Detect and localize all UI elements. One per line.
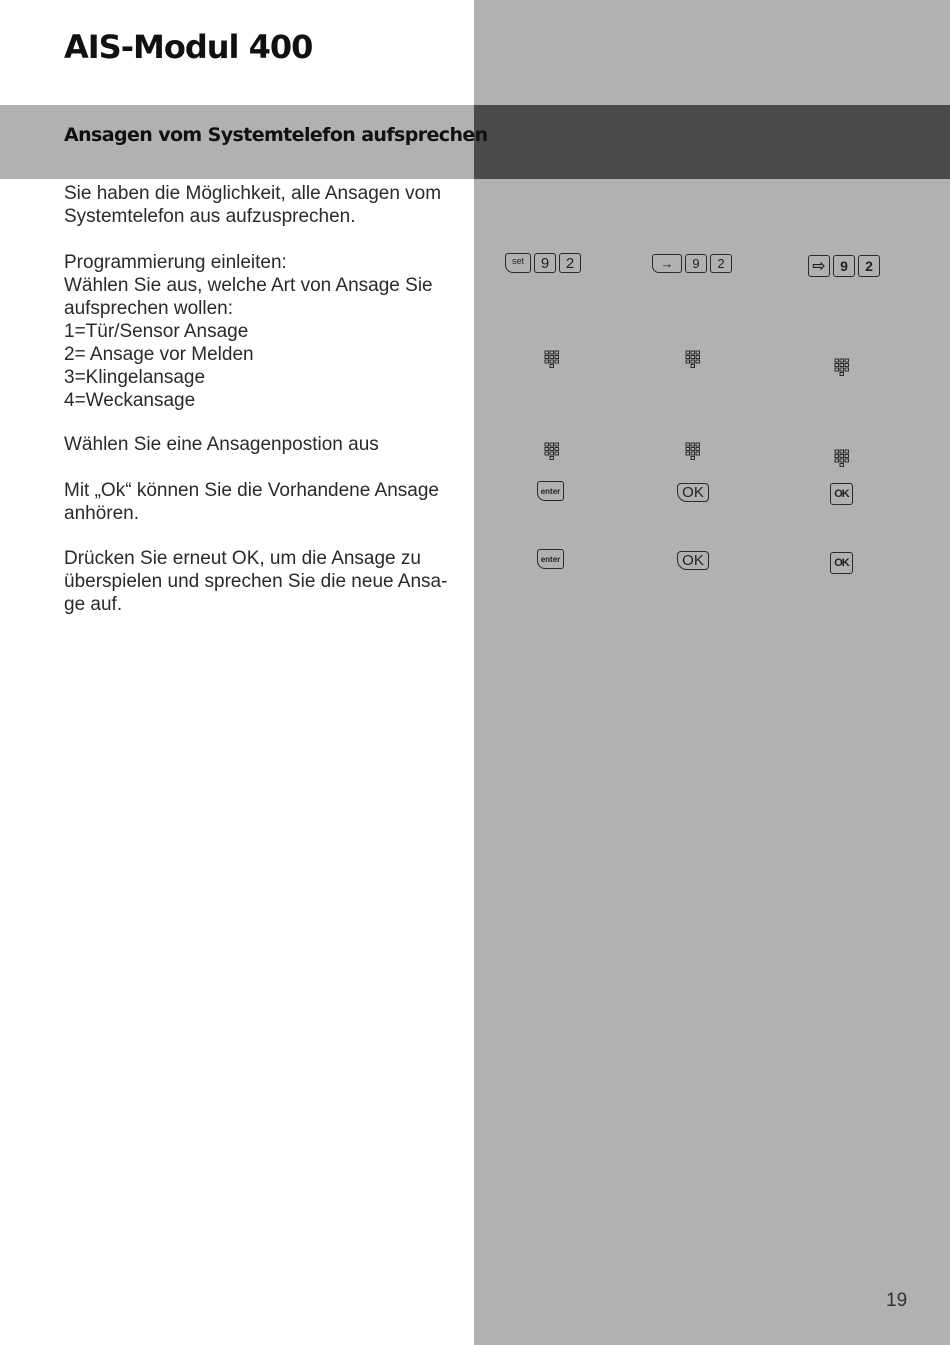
ok-key-icon: OK [677,551,709,570]
digit-2-key-icon: 2 [858,255,880,277]
key-sequence-set-9-2 [505,253,581,273]
section-heading: Ansagen vom Systemtelefon aufsprechen [64,124,488,146]
keypad-icon [544,350,560,372]
keypad-icon [834,449,850,471]
text-line: Mit „Ok“ können Sie die Vorhandene Ansage [64,480,439,501]
text-line: 2= Ansage vor Melden [64,344,254,365]
programming-paragraph [64,251,474,412]
enter-key-record [537,549,564,569]
text-line: Systemtelefon aus aufzusprechen. [64,206,356,227]
ok-bold-key-listen [830,483,853,505]
diamond-arrow-key-icon: ⇨ [808,255,830,277]
text-line: ge auf. [64,594,123,615]
ok-key-icon: OK [830,552,853,574]
text-line: 1=Tür/Sensor Ansage [64,321,249,342]
text-line: Wählen Sie eine Ansagenpostion aus [64,434,379,455]
digit-2-key-icon: 2 [559,253,581,273]
intro-paragraph [64,182,474,228]
page-title: AIS-Modul 400 [64,28,313,66]
ok-key-record [677,551,709,570]
text-line: 3=Klingelansage [64,367,206,388]
record-paragraph [64,547,474,616]
enter-key-listen [537,481,564,501]
enter-key-icon: enter [537,481,564,501]
key-sequence-arrow-9-2 [652,254,732,273]
text-line: überspielen und sprechen Sie die neue Ansa- [64,571,448,592]
keypad-icon [685,442,701,464]
text-line: Wählen Sie aus, welche Art von Ansage Sie [64,275,433,296]
keypad-icon [685,350,701,372]
keypad-icon [544,442,560,464]
text-line: anhören. [64,503,140,524]
text-line: Sie haben die Möglichkeit, alle Ansagen vom [64,183,442,204]
digit-9-key-icon: 9 [685,254,707,273]
ok-key-icon: OK [677,483,709,502]
section-band-right [474,105,950,179]
position-paragraph [64,433,474,456]
text-line: aufsprechen wollen: [64,298,233,319]
text-line: Programmierung einleiten: [64,252,287,273]
page-number: 19 [886,1290,908,1311]
digit-9-key-icon: 9 [833,255,855,277]
digit-2-key-icon: 2 [710,254,732,273]
ok-bold-key-record [830,552,853,574]
text-line: Drücken Sie erneut OK, um die Ansage zu [64,548,421,569]
set-key-icon: set [505,253,531,273]
arrow-key-icon: → [652,254,682,273]
right-instruction-panel [474,0,950,1345]
ok-key-listen [677,483,709,502]
key-sequence-diamond-9-2 [808,255,880,277]
text-line: 4=Weckansage [64,390,196,411]
keypad-icon [834,358,850,380]
listen-paragraph [64,479,474,525]
digit-9-key-icon: 9 [534,253,556,273]
ok-key-icon: OK [830,483,853,505]
enter-key-icon: enter [537,549,564,569]
